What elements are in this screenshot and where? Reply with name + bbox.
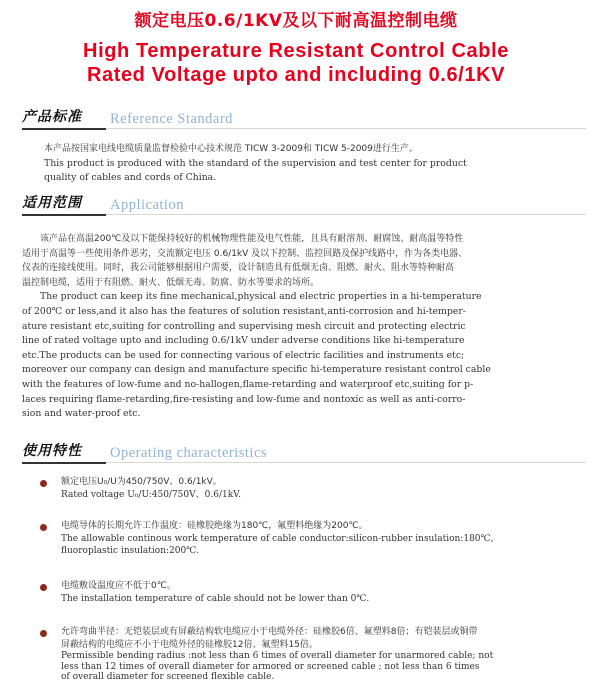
reference-heading (22, 106, 582, 132)
application-text-en-3: ature resistant etc,suiting for controlling and supervising mesh circuit and protecting electric (22, 320, 466, 332)
application-text-en-6: moreover our company can design and manufacture specific hi-temperature resistant control cable (22, 364, 491, 376)
operating-item-1 (40, 476, 560, 501)
bullet-dot (40, 480, 47, 487)
operating-heading (22, 440, 582, 466)
reference-text-en-1: This product is produced with the standard of the supervision and test center for product (44, 157, 467, 169)
title-en-line2: Rated Voltage upto and including 0.6/1KV (86, 64, 506, 86)
reference-text-zh: 本产品按国家电线电缆质量监督检验中心技术规范 TICW 3-2009和 TICW 5-2009进行生产。 (44, 144, 418, 154)
application-heading-en: Application (110, 197, 184, 213)
application-text-en-8: laces requiring flame-retarding,fire-resisting and low-fume and nontoxic as well as anti-corro- (22, 393, 466, 405)
bullet-dot (40, 584, 47, 591)
heading-underline (22, 214, 106, 216)
operating-heading-en: Operating characteristics (110, 445, 268, 461)
application-heading-zh: 适用范围 (22, 195, 82, 211)
operating-section (22, 440, 582, 696)
operating-item-4 (40, 626, 560, 683)
application-text-zh-1: 该产品在高温200℃及以下能保持较好的机械物理性能及电气性能，且具有耐溶剂、耐腐蚀、耐高温等特性 (40, 234, 464, 244)
application-text-en-2: of 200℃ or less,and it also has the features of solution resistant,anti-corrosion and hi-temper- (22, 305, 466, 317)
title-zh: 额定电压0.6/1KV及以下耐高温控制电缆 (134, 11, 458, 31)
item-text-en: less than 12 times of overall diameter for armored or screened cable ; not less than 6 times (61, 661, 480, 672)
item-text-en: of overall diameter for screened flexible cable. (61, 672, 275, 682)
item-text-en: Rated voltage U₀/U:450/750V、0.6/1kV. (61, 489, 241, 500)
item-text-zh: 电缆敷设温度应不低于0℃。 (61, 581, 176, 591)
heading-underline (22, 128, 106, 130)
heading-underline (22, 462, 106, 464)
item-text-en: fluoroplastic insulation:200℃. (61, 546, 200, 556)
application-text-en-9: sion and water-proof etc. (22, 408, 141, 420)
operating-heading-zh: 使用特性 (22, 443, 82, 459)
heading-rule (106, 128, 586, 129)
bullet-dot (40, 524, 47, 531)
operating-item-3 (40, 580, 560, 605)
reference-section (22, 106, 582, 186)
reference-heading-zh: 产品标准 (22, 109, 82, 125)
item-text-en: The installation temperature of cable should not be lower than 0℃. (61, 593, 370, 604)
item-text-en: The allowable continous work temperature of cable conductor:silicon-rubber insulation:180℃, (61, 533, 494, 544)
reference-heading-en: Reference Standard (110, 111, 233, 127)
application-text-zh-2: 适用于高温等一些使用条件恶劣，交流额定电压 0.6/1kV 及以下控制、监控回路及保护线路中，作为各类电器、 (22, 248, 468, 259)
reference-text-en-2: quality of cables and cords of China. (44, 172, 217, 184)
application-section (22, 192, 582, 422)
item-text-zh: 电缆导体的长期允许工作温度：硅橡胶绝缘为180℃，氟塑料绝缘为200℃。 (61, 521, 368, 531)
title-en-line1: High Temperature Resistant Control Cable (83, 40, 509, 62)
application-text-en-5: etc.The products can be used for connecting various of electric facilities and instruments etc; (22, 349, 465, 361)
item-text-en: Permissible bending radius :not less than 6 times of overall diameter for unarmored cable; not (61, 651, 494, 661)
item-text-zh: 允许弯曲半径：无铠装层或有屏蔽结构软电缆应小于电缆外径：硅橡胶6倍、氟塑料8倍；有铠装层或铜带 (61, 627, 478, 637)
application-text-zh-4: 温控制电缆，适用于有阻燃、耐火、低烟无毒、防腐、防水等要求的场所。 (22, 277, 320, 288)
item-text-zh: 额定电压U₀/U为450/750V、0.6/1kV。 (61, 477, 222, 487)
application-heading (22, 192, 582, 218)
heading-rule (106, 214, 586, 215)
application-text-en-1: The product can keep its fine mechanical,physical and electric properties in a hi-temperature (40, 291, 482, 303)
heading-rule (106, 462, 586, 463)
operating-item-2 (40, 520, 560, 558)
application-text-en-7: with the features of low-fume and no-hallogen,flame-retarding and waterproof etc,suiting for p- (22, 378, 474, 390)
application-text-en-4: line of rated voltage upto and including 0.6/1kV under adverse conditions like hi-temperature (22, 335, 465, 347)
bullet-dot (40, 630, 47, 637)
item-text-zh-2: 屏蔽结构的电缆应不小于电缆外径的硅橡胶12倍、氟塑料15倍。 (61, 639, 318, 650)
application-text-zh-3: 仪表的连接线使用。同时，我公司能够根据用户需要，设计制造具有低烟无卤、阻燃、耐火、阻水等特种耐高 (22, 263, 455, 274)
